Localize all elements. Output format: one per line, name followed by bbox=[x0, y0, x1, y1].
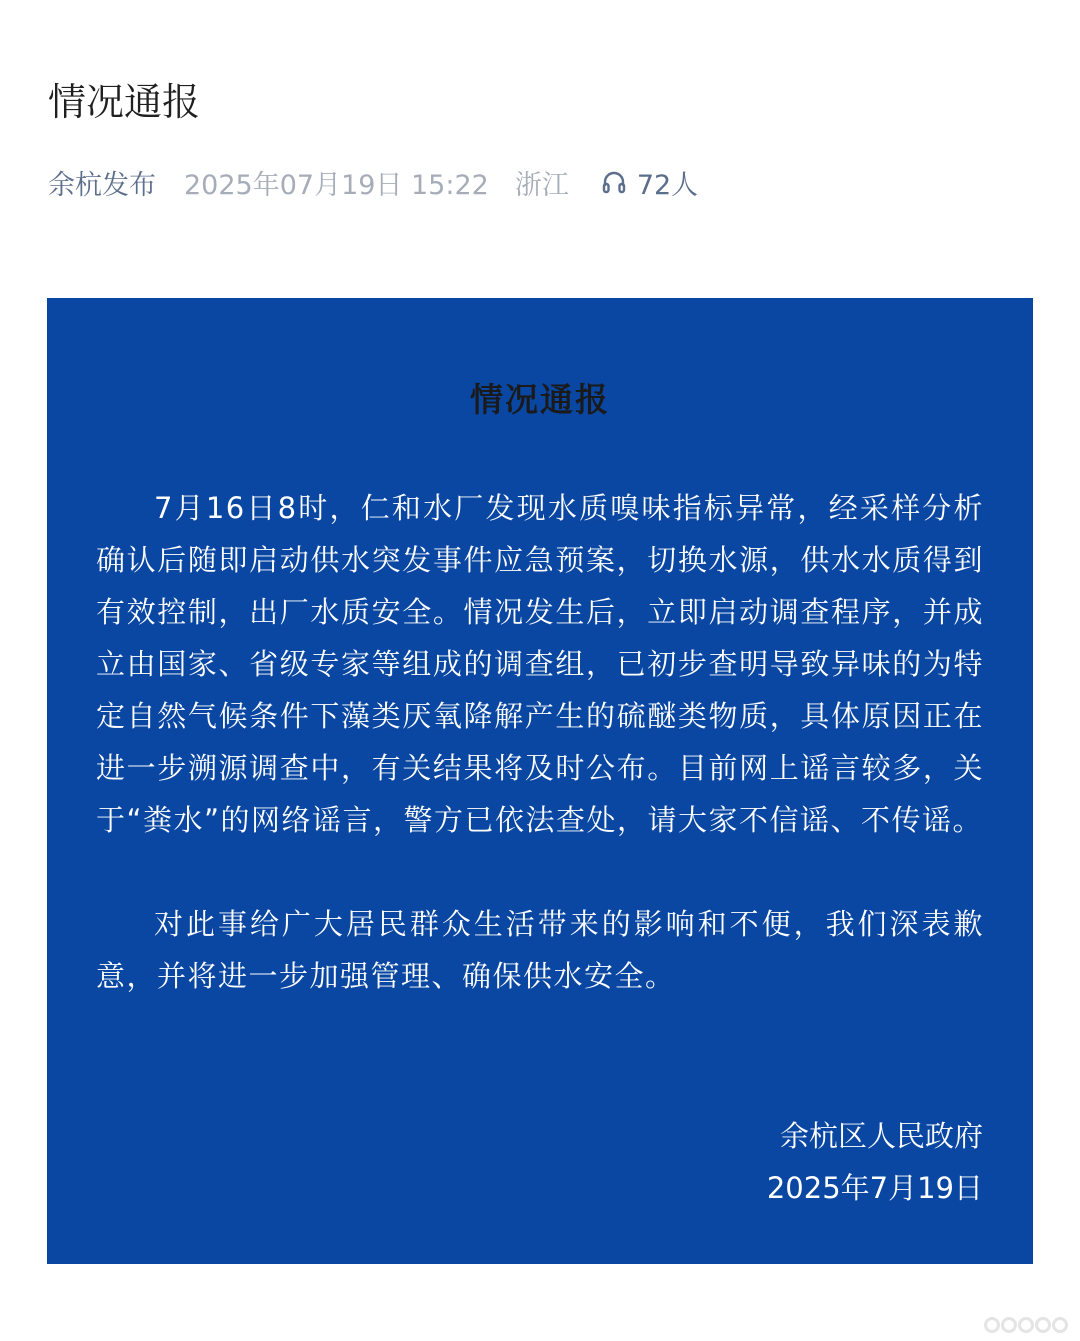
notice-paragraph: 对此事给广大居民群众生活带来的影响和不便，我们深表歉意，并将进一步加强管理、确保供水安全。 bbox=[96, 907, 984, 993]
signature-org: 余杭区人民政府 bbox=[779, 1119, 983, 1153]
notice-paragraph: 7月16日8时，仁和水厂发现水质嗅味指标异常，经采样分析确认后随即启动供水突发事件应急预案，切换水源，供水水质得到有效控制，出厂水质安全。情况发生后，立即启动调查程序，并成立由国家、省级专家等组成的调查组，已初步查明导致异味的为特定自然气候条件下藻类厌氧降解产生的硫醚类物质，具体原因正在进一步溯源调查中，有关结果将及时公布。目前网上谣言较多，关于“粪水”的网络谣言，警方已依法查处，请大家不信谣、不传谣。 bbox=[96, 491, 984, 837]
headphones-icon bbox=[601, 169, 627, 195]
notice-signature bbox=[767, 1110, 983, 1214]
weibo-watermark-icon bbox=[984, 1317, 1068, 1333]
author-name[interactable]: 余杭发布 bbox=[48, 169, 156, 201]
listen-button[interactable] bbox=[601, 163, 698, 202]
page-title: 情况通报 bbox=[48, 80, 201, 124]
signature-date: 2025年7月19日 bbox=[766, 1171, 983, 1205]
publish-time: 2025年07月19日 15:22 bbox=[184, 169, 489, 201]
publish-region: 浙江 bbox=[514, 169, 569, 201]
notice-title: 情况通报 bbox=[470, 380, 610, 419]
article-meta bbox=[48, 160, 698, 204]
listener-count: 72人 bbox=[636, 169, 699, 201]
notice-body bbox=[96, 482, 984, 1002]
